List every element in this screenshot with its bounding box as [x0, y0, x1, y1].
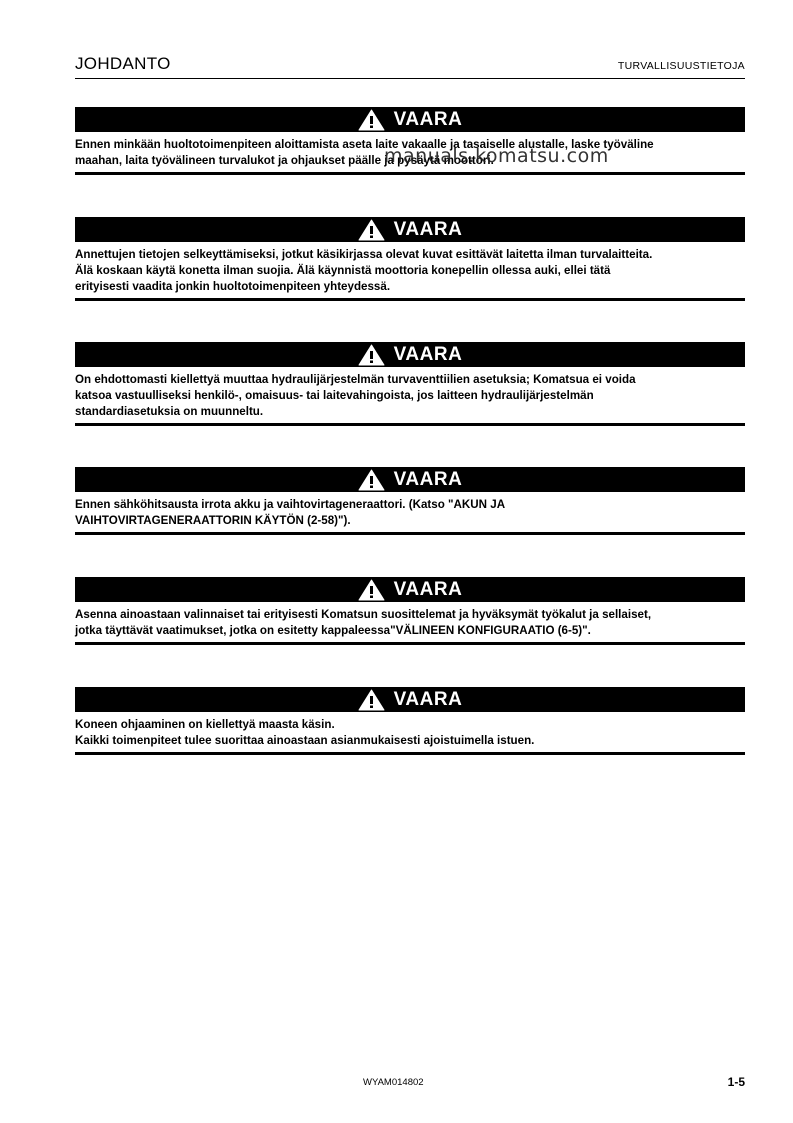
danger-header-bar — [75, 687, 745, 712]
page-header — [75, 54, 745, 79]
danger-header-bar — [75, 467, 745, 492]
danger-header-bar — [75, 342, 745, 367]
danger-text-line: Ennen minkään huoltotoimenpiteen aloittamista aseta laite vakaalle ja tasaiselle alustalle, laske työväline — [75, 138, 654, 151]
danger-title: VAARA — [393, 688, 463, 710]
danger-text-line: maahan, laita työvälineen turvalukot ja ohjaukset päälle ja pysäytä moottori. — [75, 154, 494, 167]
page-number: 1-5 — [727, 1075, 745, 1089]
danger-text-line: On ehdottomasti kiellettyä muuttaa hydraulijärjestelmän turvaventtiilien asetuksia; Komatsua ei voida — [75, 373, 636, 386]
danger-bottom-rule — [75, 752, 745, 755]
danger-text-line: Kaikki toimenpiteet tulee suorittaa ainoastaan asianmukaisesti ajoistuimella istuen. — [75, 734, 535, 747]
warning-triangle-icon — [358, 689, 385, 711]
danger-title: VAARA — [393, 468, 463, 490]
danger-title: VAARA — [393, 218, 463, 240]
warning-triangle-icon — [358, 219, 385, 241]
danger-title: VAARA — [393, 578, 463, 600]
warning-triangle-icon — [358, 469, 385, 491]
warning-triangle-icon — [358, 344, 385, 366]
danger-text — [75, 242, 745, 298]
danger-text-line: Älä koskaan käytä konetta ilman suojia. Älä käynnistä moottoria konepellin ollessa auki, ellei tätä — [75, 264, 611, 277]
danger-text-line: Asenna ainoastaan valinnaiset tai erityisesti Komatsun suosittelemat ja hyväksymät työkalut ja sellaiset, — [75, 608, 652, 621]
danger-text-line: erityisesti vaadita jonkin huoltotoimenpiteen yhteydessä. — [75, 280, 391, 293]
danger-text — [75, 712, 745, 752]
chapter-title: TURVALLISUUSTIETOJA — [617, 60, 745, 72]
danger-title: VAARA — [393, 108, 463, 130]
danger-text-line: Koneen ohjaaminen on kiellettyä maasta käsin. — [75, 718, 335, 731]
danger-text-line: katsoa vastuulliseksi henkilö-, omaisuus- tai laitevahingoista, jos laitteen hydraulijärjestelmän — [75, 389, 594, 402]
danger-text-line: standardiasetuksia on muunneltu. — [75, 405, 264, 418]
document-code: WYAM014802 — [363, 1077, 424, 1088]
danger-warning-block — [75, 467, 745, 535]
section-title: JOHDANTO — [75, 54, 171, 73]
danger-text — [75, 492, 745, 532]
danger-text — [75, 602, 745, 642]
danger-text — [75, 367, 745, 423]
danger-bottom-rule — [75, 172, 745, 175]
danger-bottom-rule — [75, 298, 745, 301]
warning-triangle-icon — [358, 109, 385, 131]
danger-text-line: Ennen sähköhitsausta irrota akku ja vaihtovirtageneraattori. (Katso "AKUN JA — [75, 498, 506, 511]
danger-warning-block — [75, 342, 745, 426]
danger-text-line: VAIHTOVIRTAGENERAATTORIN KÄYTÖN (2-58)"). — [75, 514, 351, 527]
danger-bottom-rule — [75, 423, 745, 426]
danger-text-line: Annettujen tietojen selkeyttämiseksi, jotkut käsikirjassa olevat kuvat esittävät laitetta ilman turvalaitteita. — [75, 248, 653, 261]
danger-bottom-rule — [75, 532, 745, 535]
danger-bottom-rule — [75, 642, 745, 645]
danger-warning-block — [75, 217, 745, 301]
warning-triangle-icon — [358, 579, 385, 601]
danger-title: VAARA — [393, 343, 463, 365]
danger-header-bar — [75, 577, 745, 602]
danger-warning-block — [75, 687, 745, 755]
danger-header-bar — [75, 107, 745, 132]
danger-warning-block — [75, 577, 745, 645]
danger-header-bar — [75, 217, 745, 242]
danger-text-line: jotka täyttävät vaatimukset, jotka on esitetty kappaleessa"VÄLINEEN KONFIGURAATIO (6-5)". — [75, 624, 591, 637]
watermark: manuals.komatsu.com — [384, 145, 609, 167]
